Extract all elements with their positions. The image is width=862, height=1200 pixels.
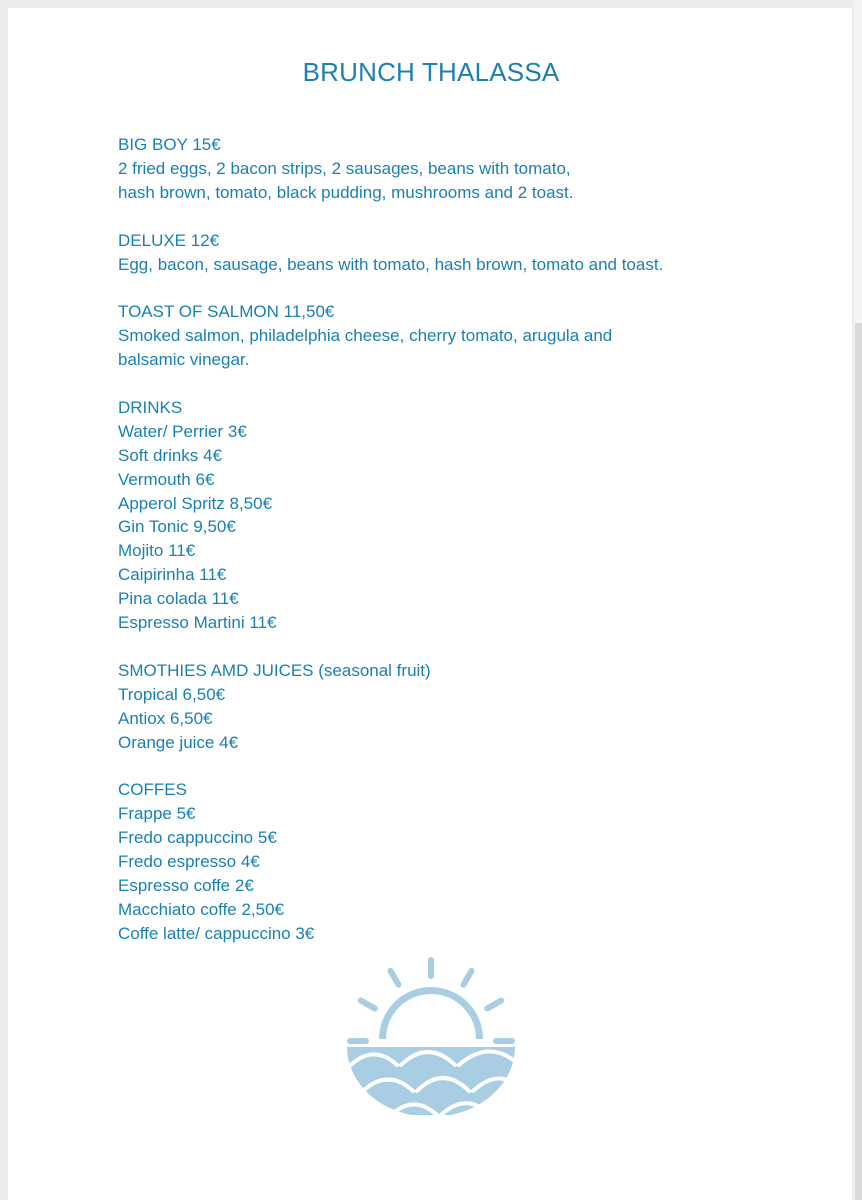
menu-title: BRUNCH THALASSA (302, 57, 560, 87)
menu-content (118, 133, 818, 970)
menu-section-deluxe (118, 229, 818, 277)
section-heading: BIG BOY 15€ (118, 135, 221, 154)
menu-section-smoothies-and-juices (118, 659, 818, 755)
section-heading: DRINKS (118, 397, 183, 417)
menu-item: Apperol Spritz 8,50€ (118, 493, 273, 513)
menu-section-toast-of-salmon (118, 300, 818, 372)
scrollbar-thumb[interactable] (855, 323, 862, 1200)
item-description: 2 fried eggs, 2 bacon strips, 2 sausages, beans with tomato, (118, 158, 571, 178)
menu-item: Espresso Martini 11€ (118, 613, 277, 633)
menu-item: Soft drinks 4€ (118, 445, 222, 465)
menu-item: Coffe latte/ cappuccino 3€ (118, 923, 315, 943)
item-description: hash brown, tomato, black pudding, mushrooms and 2 toast. (118, 182, 574, 202)
menu-item: Water/ Perrier 3€ (118, 421, 247, 441)
section-heading: TOAST OF SALMON 11,50€ (118, 302, 335, 322)
menu-item: Fredo cappuccino 5€ (118, 828, 277, 848)
menu-item: Orange juice 4€ (118, 732, 239, 752)
menu-section-big-boy (118, 133, 818, 205)
scrollbar-track[interactable] (854, 0, 862, 1200)
menu-item: Fredo espresso 4€ (118, 852, 260, 872)
section-heading: COFFES (118, 780, 187, 800)
menu-item: Gin Tonic 9,50€ (118, 517, 236, 537)
menu-item: Caipirinha 11€ (118, 565, 227, 585)
menu-item: Mojito 11€ (118, 541, 196, 561)
item-description: Egg, bacon, sausage, beans with tomato, hash brown, tomato and toast. (118, 254, 664, 274)
menu-item: Espresso coffe 2€ (118, 876, 254, 896)
menu-section-coffees (118, 778, 818, 945)
menu-item: Vermouth 6€ (118, 469, 215, 489)
menu-section-drinks (118, 396, 818, 635)
sun-over-waves-icon (343, 953, 519, 1115)
section-heading: DELUXE 12€ (118, 230, 220, 250)
menu-item: Macchiato coffe 2,50€ (118, 899, 285, 919)
item-description: balsamic vinegar. (118, 350, 250, 370)
section-heading: SMOTHIES AMD JUICES (seasonal fruit) (118, 660, 431, 680)
menu-item: Frappe 5€ (118, 804, 196, 824)
menu-item: Tropical 6,50€ (118, 684, 226, 704)
menu-item: Antiox 6,50€ (118, 708, 213, 728)
item-description: Smoked salmon, philadelphia cheese, cherry tomato, arugula and (118, 326, 613, 346)
menu-item: Pina colada 11€ (118, 589, 239, 609)
